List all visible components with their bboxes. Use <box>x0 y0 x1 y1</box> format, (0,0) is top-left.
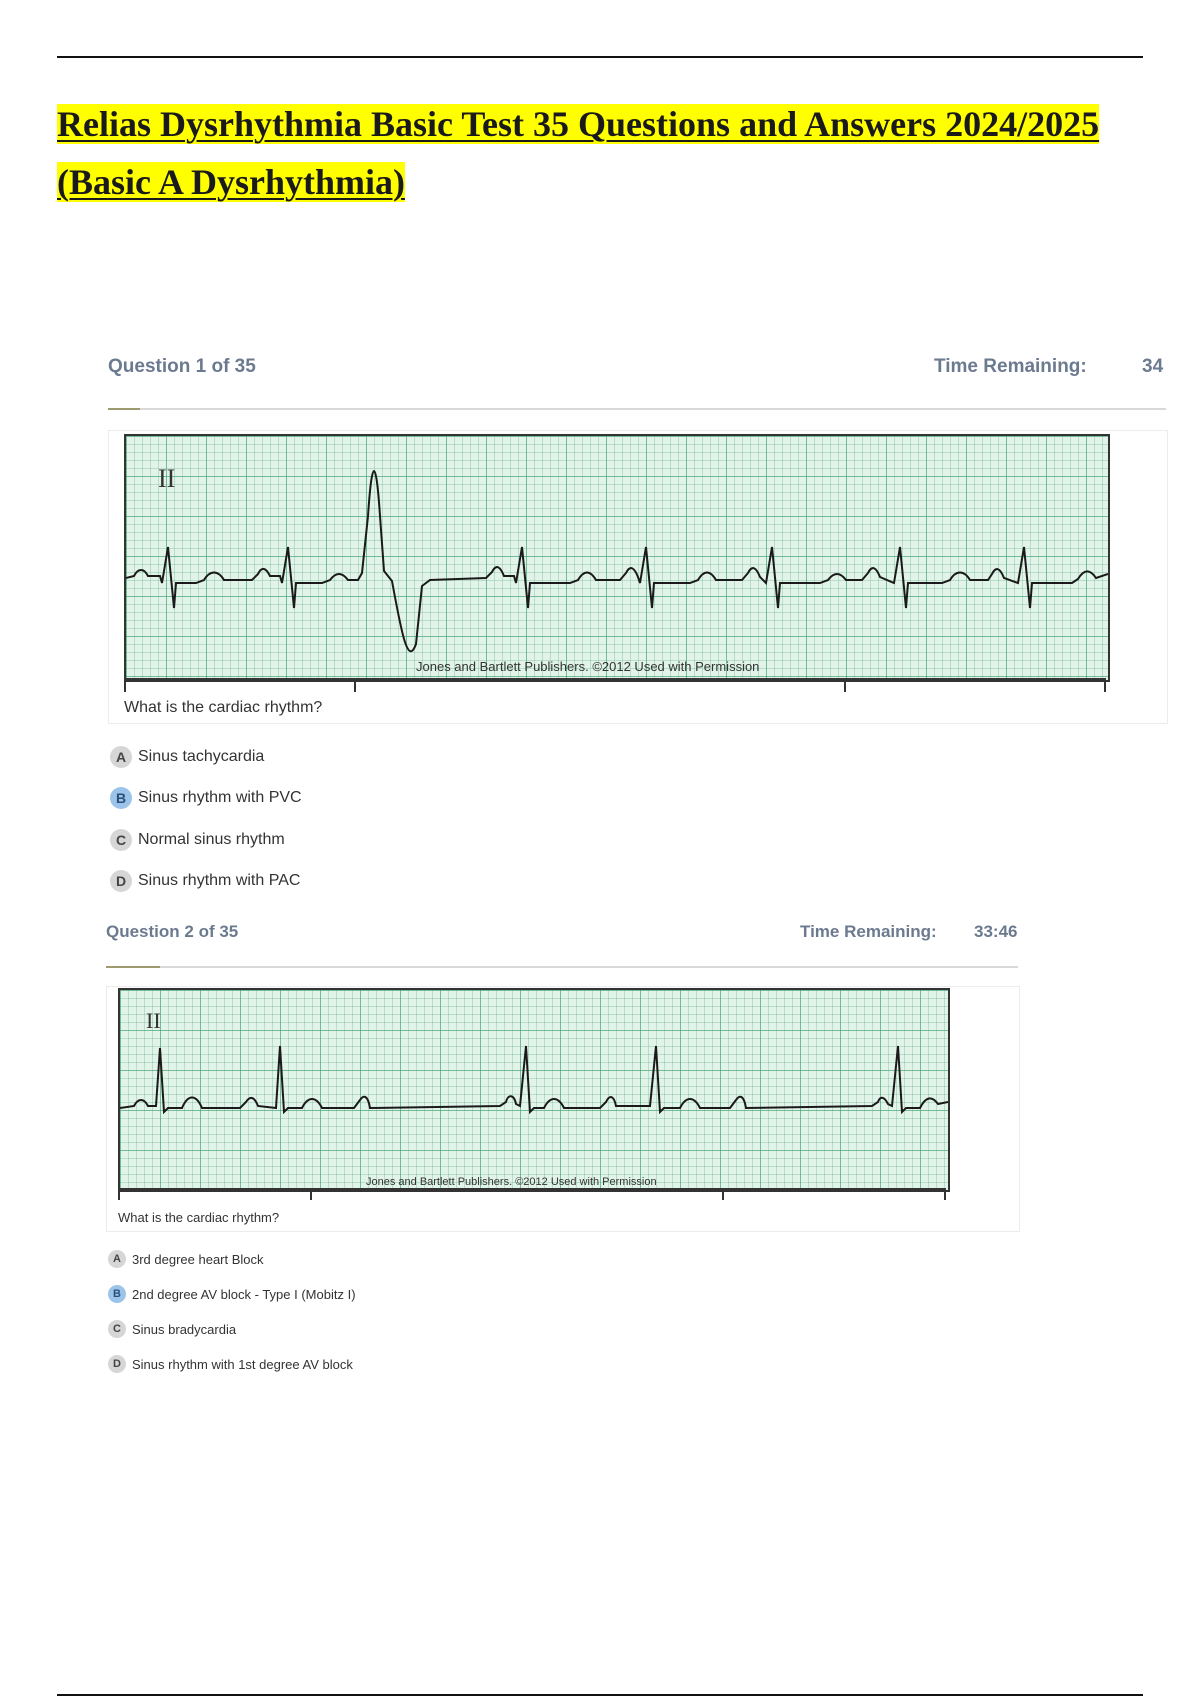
question-1-header: Question 1 of 35 <box>108 356 256 377</box>
question-2-header: Question 2 of 35 <box>106 922 239 941</box>
option-d-label: Sinus rhythm with 1st degree AV block <box>132 1356 353 1372</box>
option-c-badge: C <box>110 829 132 851</box>
option-a-label: 3rd degree heart Block <box>132 1251 264 1267</box>
option-b-label: Sinus rhythm with PVC <box>138 789 302 806</box>
question-2-credit: Jones and Bartlett Publishers. ©2012 Used with Permission <box>366 1176 657 1188</box>
option-a-badge: A <box>108 1250 126 1268</box>
option-b-label: 2nd degree AV block - Type I (Mobitz I) <box>132 1286 356 1302</box>
question-1-progress <box>108 408 140 410</box>
question-1-scale-tick-mid2 <box>844 678 846 692</box>
question-2-time-value: 33:46 <box>974 922 1018 941</box>
question-2-time-label: Time Remaining: <box>800 922 937 941</box>
top-rule <box>57 56 1143 58</box>
question-1-option-b[interactable] <box>110 787 302 809</box>
option-d-badge: D <box>108 1355 126 1373</box>
question-1-ecg-strip <box>124 434 1110 682</box>
question-1-option-c[interactable] <box>110 829 285 851</box>
question-2-scale-tick-right <box>944 1188 946 1200</box>
question-1-ecg-trace <box>126 436 1108 680</box>
question-1-option-a[interactable] <box>110 746 264 768</box>
option-d-badge: D <box>110 870 132 892</box>
question-1-scale-tick-mid1 <box>354 678 356 692</box>
option-c-badge: C <box>108 1320 126 1338</box>
title-line-2: (Basic A Dysrhythmia) <box>57 162 406 202</box>
option-a-badge: A <box>110 746 132 768</box>
question-2-ecg-strip <box>118 988 950 1192</box>
question-2-time-scale <box>118 1188 946 1190</box>
option-b-badge: B <box>110 787 132 809</box>
question-1-time-value: 34 <box>1142 356 1164 377</box>
option-c-label: Sinus bradycardia <box>132 1321 237 1337</box>
question-1-scale-tick-left <box>124 678 126 692</box>
question-1-scale-tick-right <box>1104 678 1106 692</box>
question-1-option-d[interactable] <box>110 870 300 892</box>
question-2-scale-tick-mid1 <box>310 1188 312 1200</box>
document-title <box>57 95 1147 211</box>
question-1-time-label: Time Remaining: <box>934 356 1087 377</box>
question-2-option-d[interactable] <box>108 1355 353 1373</box>
question-2-ecg-trace <box>120 990 948 1190</box>
question-1-credit: Jones and Bartlett Publishers. ©2012 Used with Permission <box>416 659 760 674</box>
question-2-prompt: What is the cardiac rhythm? <box>118 1210 280 1225</box>
question-1-prompt: What is the cardiac rhythm? <box>124 699 323 716</box>
question-2-lead-label: II <box>146 1008 161 1033</box>
bottom-rule <box>57 1694 1143 1696</box>
option-c-label: Normal sinus rhythm <box>138 831 285 848</box>
question-1-divider <box>108 408 1166 410</box>
question-1-time-scale <box>124 678 1106 680</box>
question-2-divider <box>106 966 1018 968</box>
title-line-1: Relias Dysrhythmia Basic Test 35 Questions and Answers 2024/2025 <box>57 104 1100 144</box>
question-2-option-a[interactable] <box>108 1250 264 1268</box>
question-2-option-c[interactable] <box>108 1320 236 1338</box>
option-b-badge: B <box>108 1285 126 1303</box>
question-2-scale-tick-left <box>118 1188 120 1200</box>
question-1-lead-label: II <box>158 464 176 493</box>
question-2-scale-tick-mid2 <box>722 1188 724 1200</box>
question-2-progress <box>106 966 160 968</box>
question-2-option-b[interactable] <box>108 1285 356 1303</box>
option-d-label: Sinus rhythm with PAC <box>138 872 301 889</box>
option-a-label: Sinus tachycardia <box>138 748 265 765</box>
